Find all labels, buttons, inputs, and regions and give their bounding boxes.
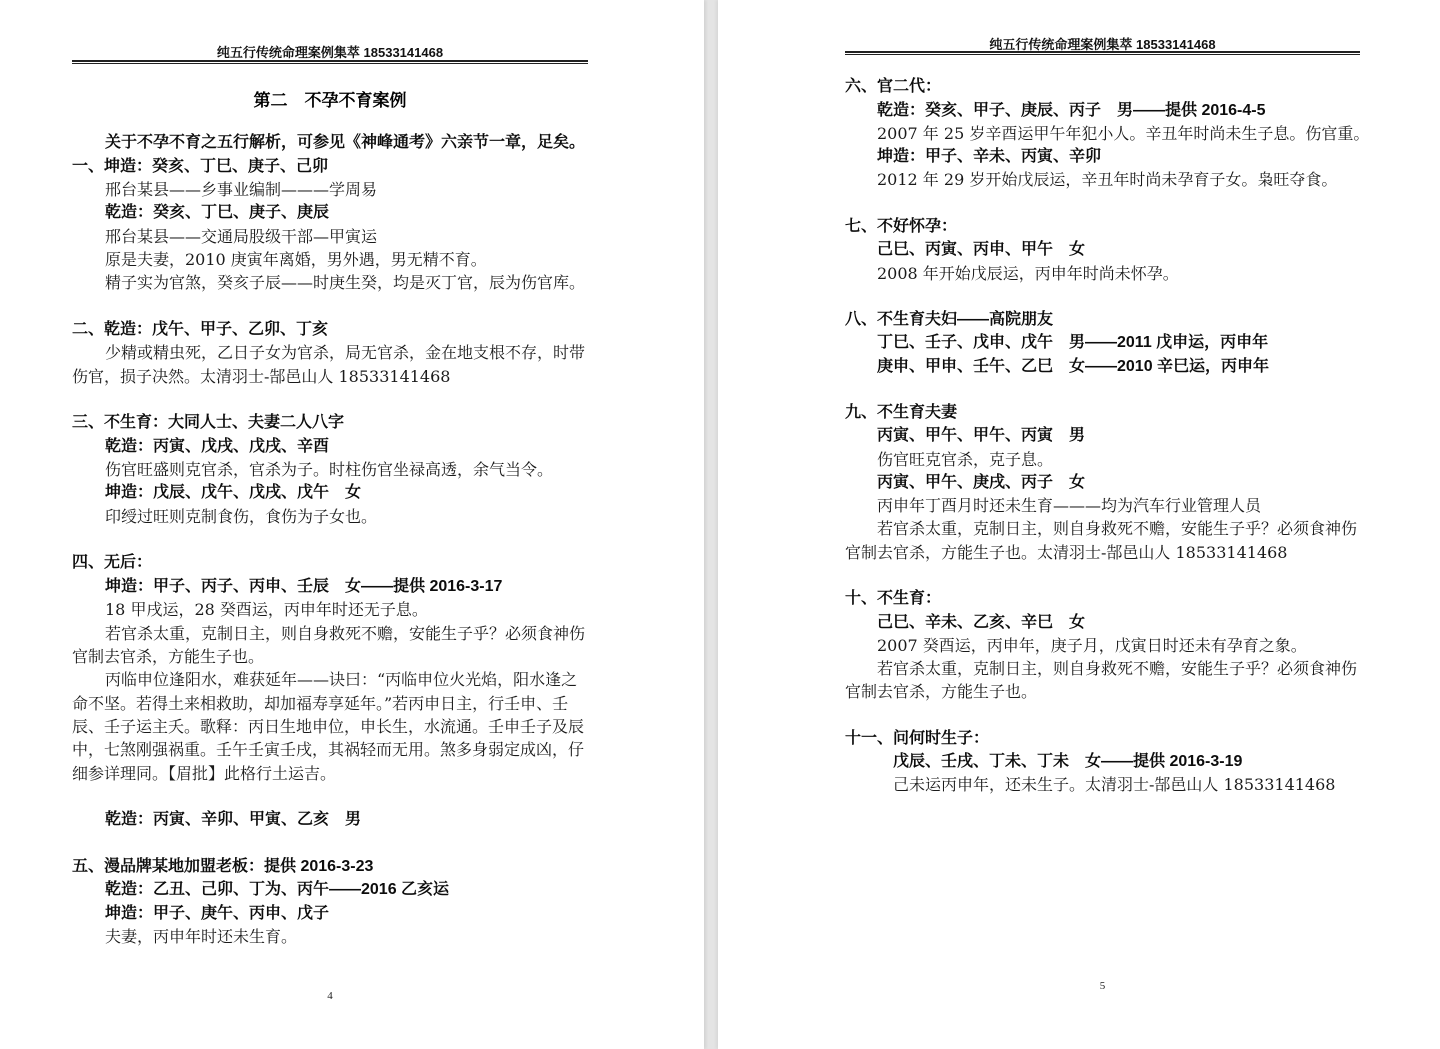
case-line: 伤官旺克官杀，克子息。 [877,449,1054,469]
chapter-title: 第二 不孕不育案例 [253,91,407,110]
page-body [0,131,704,948]
section-heading: 十、不生育： [845,590,942,608]
case-line: 印绶过旺则克制食伤，食伤为子女也。 [105,506,378,526]
case-line: 若官杀太重，克制日主，则自身救死不赡，安能生子乎？必须食神伤 [105,623,586,643]
case-line: 丙申年丁酉月时还未生育———均为汽车行业管理人员 [877,496,1262,516]
header-rule [72,60,588,64]
case-line: 坤造：戊辰、戊午、戊戌、戊午 女 [105,484,362,502]
case-line: 己巳、辛未、乙亥、辛巳 女 [877,613,1086,631]
case-line: 乾造：癸亥、甲子、庚辰、丙子 男——提供 2016-4-5 [877,101,1266,119]
left-page [0,0,704,1049]
spacer [718,192,1440,215]
case-line: 官制去官杀，方能生子也。 [845,682,1038,702]
section-heading: 九、不生育夫妻 [845,404,958,422]
page-number: 4 [327,990,333,1002]
case-line: 精子实为官煞，癸亥子辰——时庚生癸，均是灭丁官，辰为伤官库。 [105,273,586,293]
case-line: 原是夫妻，2010 庚寅年离婚，男外遇，男无精不育。 [105,250,487,270]
case-line: 伤官，损子决然。太清羽士-郜邑山人 18533141468 [72,366,451,386]
section-heading: 七、不好怀孕： [845,217,958,235]
case-line: 中，七煞刚强祸重。壬午壬寅壬戌，其祸轻而无用。煞多身弱定成凶，仔 [72,740,585,760]
case-line: 邢台某县——乡事业编制———学周易 [105,179,378,199]
case-line: 伤官旺盛则克官杀，官杀为子。时柱伤官坐禄高透，余气当令。 [105,460,554,480]
section-heading: 一、坤造：癸亥、丁巳、庚子、己卯 [72,157,329,175]
running-header: 纯五行传统命理案例集萃 18533141468 [989,37,1216,52]
section-heading: 二、乾造：戊午、甲子、乙卯、丁亥 [72,321,329,339]
intro-paragraph: 关于不孕不育之五行解析，可参见《神峰通考》六亲节一章，足矣。 [105,134,586,152]
case-line: 官制去官杀，方能生子也。 [72,646,265,666]
spacer [718,564,1440,587]
case-line: 若官杀太重，克制日主，则自身救死不赡，安能生子乎？必须食神伤 [877,519,1358,539]
case-line: 己巳、丙寅、丙申、甲午 女 [877,241,1086,259]
case-line: 坤造：甲子、辛未、丙寅、辛卯 [877,148,1102,166]
spacer [0,295,704,318]
section-heading: 十一、问何时生子： [845,729,990,747]
case-line: 乾造：丙寅、戊戌、戊戌、辛酉 [105,437,330,455]
running-header: 纯五行传统命理案例集萃 18533141468 [216,45,444,60]
case-line: 己未运丙申年，还未生子。太清羽士-郜邑山人 18533141468 [893,775,1336,795]
case-line: 戊辰、壬戌、丁未、丁未 女——提供 2016-3-19 [893,753,1243,771]
header-rule [845,51,1360,55]
case-line: 官制去官杀，方能生子也。太清羽士-郜邑山人 18533141468 [845,542,1288,562]
page-body [718,75,1440,796]
case-line: 丁巳、壬子、戊申、戊午 男——2011 戊申运，丙申年 [877,334,1269,352]
case-line: 2007 癸酉运，丙申年，庚子月，戊寅日时还未有孕育之象。 [877,635,1307,655]
section-heading: 六、官二代： [845,78,942,96]
case-line: 庚申、甲申、壬午、乙巳 女——2010 辛巳运，丙申年 [877,357,1270,375]
section-heading: 四、无后： [72,554,153,572]
case-line: 命不坚。若得土来相救助，却加福寿享延年。”若丙申日主，行壬申、壬 [72,693,569,713]
spacer [0,832,704,855]
case-line: 坤造：甲子、庚午、丙申、戊子 [105,904,330,922]
case-line: 乾造：乙丑、己卯、丁为、丙午——2016 乙亥运 [105,881,450,899]
case-line: 2007 年 25 岁辛酉运甲午年犯小人。辛丑年时尚未生子息。伤官重。 [877,123,1370,143]
case-line: 18 甲戌运，28 癸酉运，丙申年时还无子息。 [105,600,428,620]
case-line: 细参详理同。【眉批】此格行土运吉。 [72,763,337,783]
spacer [0,388,704,411]
spacer [718,378,1440,401]
case-line: 夫妻，丙申年时还未生育。 [105,926,298,946]
page-number: 5 [1099,980,1106,992]
case-line: 少精或精虫死，乙日子女为官杀，局无官杀，金在地支根不存，时带 [105,343,586,363]
section-heading: 三、不生育：大同人士、夫妻二人八字 [72,414,345,432]
case-line: 辰、壬子运主夭。歌释：丙日生地申位，申长生，水流通。壬申壬子及辰 [72,716,585,736]
spacer [718,704,1440,727]
case-line: 丙寅、甲午、甲午、丙寅 男 [877,427,1086,445]
spacer [0,528,704,551]
case-line: 2012 年 29 岁开始戊辰运，辛丑年时尚未孕育子女。枭旺夺食。 [877,170,1338,190]
section-heading: 八、不生育夫妇——高院朋友 [845,311,1054,329]
case-line: 若官杀太重，克制日主，则自身救死不赡，安能生子乎？必须食神伤 [877,659,1358,679]
case-line: 乾造：丙寅、辛卯、甲寅、乙亥 男 [105,811,362,829]
case-line: 乾造：癸亥、丁巳、庚子、庚辰 [105,204,330,222]
spacer [718,285,1440,308]
case-line: 邢台某县——交通局股级干部—甲寅运 [105,226,378,246]
case-line: 坤造：甲子、丙子、丙申、壬辰 女——提供 2016-3-17 [105,577,503,595]
spacer [0,785,704,808]
case-line: 2008 年开始戊辰运，丙申年时尚未怀孕。 [877,263,1179,283]
right-page [718,0,1440,1049]
case-line: 丙寅、甲午、庚戌、丙子 女 [877,473,1086,491]
section-heading: 五、漫品牌某地加盟老板：提供 2016-3-23 [72,857,374,875]
case-line: 丙临申位逢阳水，难获延年——诀曰：“丙临申位火光焰，阳水逢之 [105,670,578,690]
